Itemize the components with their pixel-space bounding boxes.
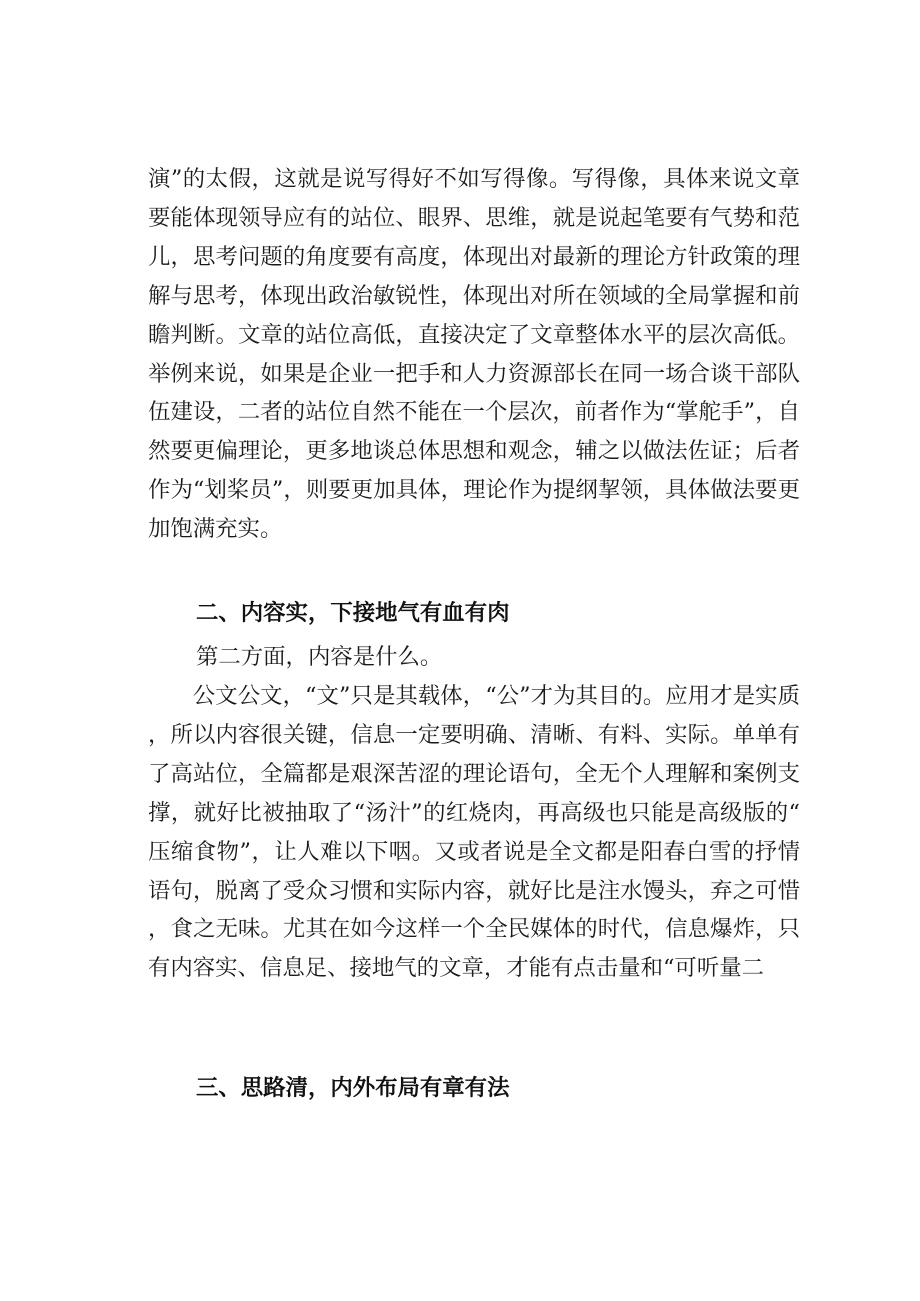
section-heading-3: 三、思路清，内外布局有章有法 [196,1075,510,1101]
section-2-intro: 第二方面，内容是什么。 [196,644,443,670]
section-2-body: 公文公文，“文”只是其载体，“公”才为其目的。应用才是实质，所以内容很关键，信息一定要明确、清晰、有料、实际。单单有了高站位，全篇都是艰深苦涩的理论语句，全无个人理解和案例支撑，就好比被抽取了“汤汁”的红烧肉，再高级也只能是高级版的“压缩食物”，让人难以下咽。又或者说是全文都是阳春白雪的抒情语句，脱离了受众习惯和实际内容，就好比是注水馒头，弃之可惜，食之无味。尤其在如今这样一个全民媒体的时代，信息爆炸，只有内容实、信息足、接地气的文章，才能有点击量和“可听量二 [148,683,800,982]
paragraph-continuation: 演”的太假，这就是说写得好不如写得像。写得像，具体来说文章要能体现领导应有的站位、眼界、思维，就是说起笔要有气势和范儿，思考问题的角度要有高度，体现出对最新的理论方针政策的理解与思考，体现出政治敏锐性，体现出对所在领域的全局掌握和前瞻判断。文章的站位高低，直接决定了文章整体水平的层次高低。举例来说，如果是企业一把手和人力资源部长在同一场合谈干部队伍建设，二者的站位自然不能在一个层次，前者作为“掌舵手”，自然要更偏理论，更多地谈总体思想和观念，辅之以做法佐证；后者作为“划桨员”，则要更加具体，理论作为提纲挈领，具体做法要更加饱满充实。 [148,166,800,543]
section-heading-2: 二、内容实，下接地气有血有肉 [196,600,510,626]
